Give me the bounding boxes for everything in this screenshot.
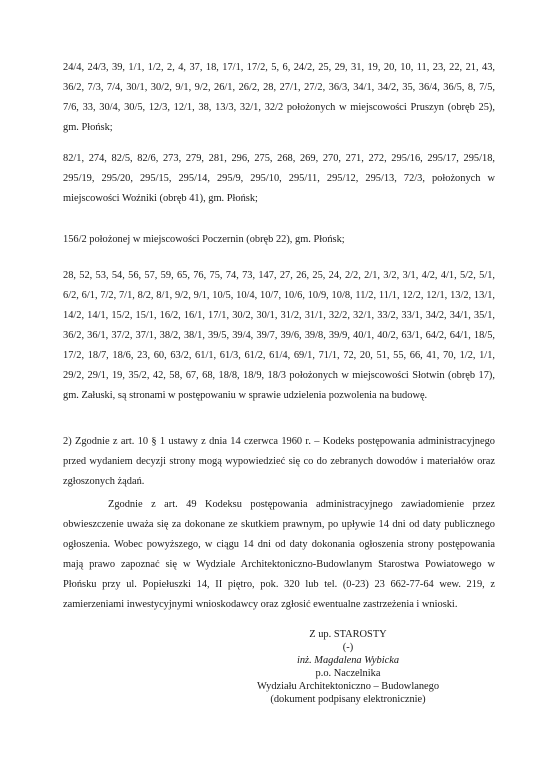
- signature-electronic-note: (dokument podpisany elektronicznie): [270, 694, 426, 705]
- signature-block: [228, 628, 468, 706]
- paragraph-kpa-art-49-text: Zgodnie z art. 49 Kodeksu postępowania administracyjnego zawiadomienie przez obwieszczenie uważa się za dokonane ze skutkiem prawnym, po upływie 14 dni od daty publicznego ogłoszenia. Wobec powyższego, w ciągu 14 dni od daty dokonania ogłoszenia strony postępowania mają prawo zapoznać się w Wydziale Architektoniczno-Budowlanym Starostwa Powiatowego w Płońsku przy ul. Popiełuszki 14, II piętro, pok. 320 lub tel. (0-23) 23 662-77-64 wew. 219, z zamierzeniami inwestycyjnymi wnioskodawcy oraz zgłosić ewentualne zastrzeżenia i wnioski.: [63, 499, 495, 610]
- signature-authority: Z up. STAROSTY: [309, 629, 387, 640]
- signature-department: Wydziału Architektoniczno – Budowlanego: [256, 681, 440, 692]
- paragraph-plots-slotwin: 28, 52, 53, 54, 56, 57, 59, 65, 76, 75, 74, 73, 147, 27, 26, 25, 24, 2/2, 2/1, 3/2, 3/1, 4/2, 4/1, 5/2, 5/1, 6/2, 6/1, 7/2, 7/1, 8/2, 8/1, 9/2, 9/1, 10/5, 10/4, 10/7, 10/6, 10/9, 10/8, 11/2, 11/1, 12/2, 12/1, 13/2, 13/1, 14/2, 14/1, 15/2, 15/1, 16/2, 16/1, 17/1, 30/2, 30/1, 31/2, 31/1, 32/2, 32/1, 33/2, 33/1, 34/2, 34/1, 35/1, 36/2, 36/1, 37/2, 37/1, 38/2, 38/1, 39/5, 39/4, 39/7, 39/6, 39/8, 39/9, 40/1, 40/2, 63/1, 64/2, 64/1, 18/5, 17/2, 18/7, 18/6, 23, 60, 63/2, 61/1, 61/3, 61/2, 61/4, 69/1, 71/1, 72, 20, 51, 55, 66, 41, 70, 1/2, 1/1, 29/2, 29/1, 19, 35/2, 42, 58, 67, 68, 18/8, 18/9, 18/3 położonych w miejscowości Słotwin (obręb 17), gm. Załuski, są stronami w postępowaniu w sprawie udzielenia pozwolenia na budowę.: [63, 270, 495, 401]
- paragraph-plots-pruszyn: 24/4, 24/3, 39, 1/1, 1/2, 2, 4, 37, 18, 17/1, 17/2, 5, 6, 24/2, 25, 29, 31, 19, 20, 10, 11, 23, 22, 21, 43, 36/2, 7/3, 7/4, 30/1, 30/2, 9/1, 9/2, 26/1, 26/2, 28, 27/1, 27/2, 36/3, 34/1, 34/2, 35, 36/4, 36/5, 8, 7/5, 7/6, 33, 30/4, 30/5, 12/3, 12/1, 38, 13/3, 32/1, 32/2 położonych w miejscowości Pruszyn (obręb 25), gm. Płońsk;: [63, 62, 495, 133]
- signature-signer-name: inż. Magdalena Wybicka: [296, 655, 400, 666]
- paragraph-kpa-art-10: 2) Zgodnie z art. 10 § 1 ustawy z dnia 14 czerwca 1960 r. – Kodeks postępowania administracyjnego przed wydaniem decyzji strony mogą wypowiedzieć się co do zebranych dowodów i materiałów oraz zgłoszonych żądań.: [63, 436, 495, 487]
- signature-position: p.o. Naczelnika: [315, 668, 381, 679]
- paragraph-plots-wozniki: 82/1, 274, 82/5, 82/6, 273, 279, 281, 296, 275, 268, 269, 270, 271, 272, 295/16, 295/17, 295/18, 295/19, 295/20, 295/15, 295/14, 295/9, 295/10, 295/11, 295/12, 295/13, 72/3, położonych w miejscowości Woźniki (obręb 41), gm. Płońsk;: [63, 153, 495, 204]
- paragraph-kpa-art-49: [63, 495, 495, 615]
- paragraph-plot-poczernin: 156/2 położonej w miejscowości Poczernin (obręb 22), gm. Płońsk;: [63, 234, 345, 245]
- signature-signed-mark: (-): [342, 642, 354, 653]
